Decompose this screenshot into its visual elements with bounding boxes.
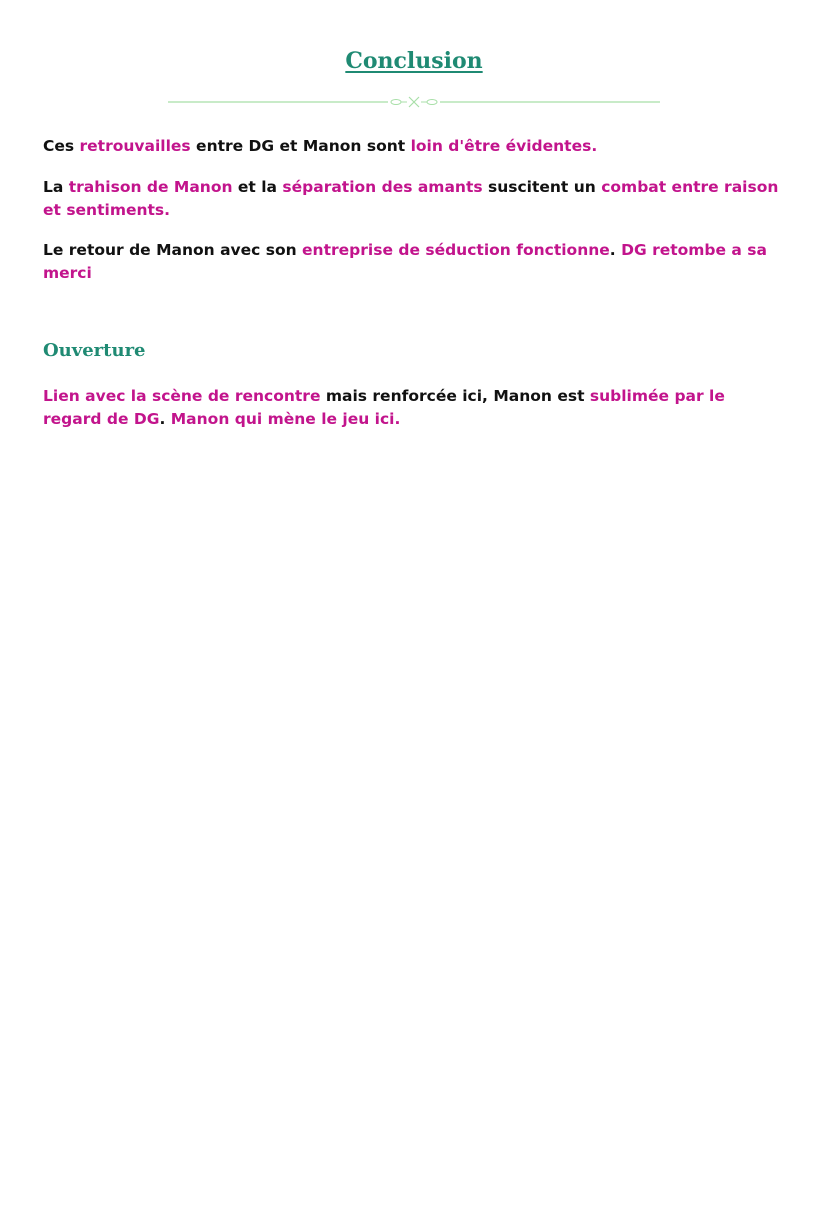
highlighted-text: entreprise de séduction fonctionne bbox=[302, 241, 610, 259]
highlighted-text: Lien avec la scène de rencontre bbox=[43, 387, 321, 405]
highlighted-text: combat entre raison et sentiments. bbox=[43, 178, 779, 219]
highlighted-text: sublimée par le regard de DG bbox=[43, 387, 725, 428]
body-text: entre DG et Manon sont bbox=[190, 137, 411, 155]
body-text: La bbox=[43, 178, 69, 196]
highlighted-text: loin d'être évidentes. bbox=[410, 137, 598, 155]
highlighted-text: séparation des amants bbox=[282, 178, 483, 196]
highlighted-text: retrouvailles bbox=[79, 137, 191, 155]
body-text: Ces bbox=[43, 137, 80, 155]
body-text: . bbox=[609, 241, 622, 259]
body-text: Le retour de Manon avec son bbox=[43, 241, 303, 259]
paragraph-retrouvailles bbox=[43, 135, 788, 158]
section-subtitle: Ouverture bbox=[43, 340, 146, 361]
highlighted-text: DG retombe a sa merci bbox=[43, 241, 767, 282]
body-text: . bbox=[159, 410, 171, 428]
paragraph-retour bbox=[43, 239, 788, 285]
body-text: suscitent un bbox=[482, 178, 602, 196]
body-text: mais renforcée ici, Manon est bbox=[320, 387, 590, 405]
paragraph-ouverture bbox=[43, 385, 788, 431]
highlighted-text: Manon qui mène le jeu ici. bbox=[170, 410, 401, 428]
paragraph-trahison bbox=[43, 176, 788, 222]
page-title: Conclusion bbox=[345, 48, 483, 74]
body-text: et la bbox=[232, 178, 283, 196]
highlighted-text: trahison de Manon bbox=[68, 178, 233, 196]
ornamental-divider bbox=[168, 93, 660, 111]
